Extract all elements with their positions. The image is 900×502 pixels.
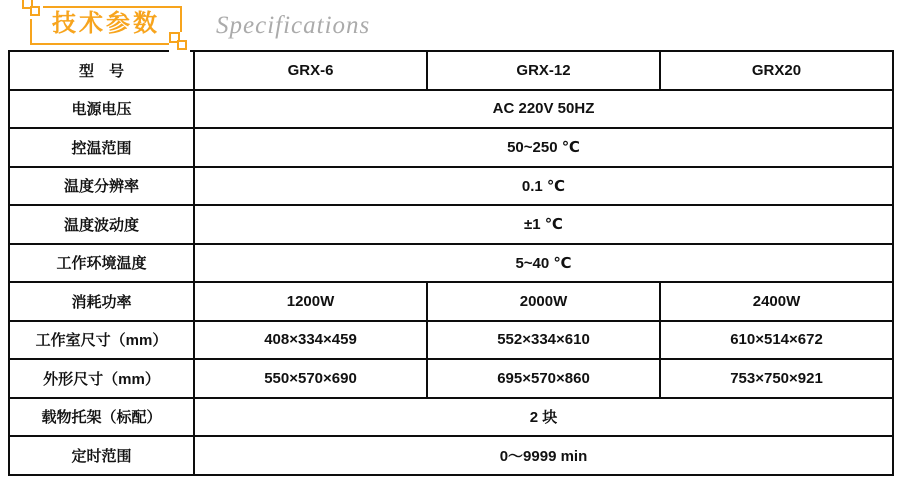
row-label: 温度波动度 — [9, 205, 194, 244]
row-label: 工作环境温度 — [9, 244, 194, 283]
row-value: 5~40 ℃ — [194, 244, 893, 283]
table-row — [9, 90, 893, 129]
row-label: 载物托架（标配） — [9, 398, 194, 437]
row-value: 753×750×921 — [660, 359, 893, 398]
table-row — [9, 128, 893, 167]
row-value: 0〜9999 min — [194, 436, 893, 475]
row-value: AC 220V 50HZ — [194, 90, 893, 129]
row-label: 消耗功率 — [9, 282, 194, 321]
row-label: 工作室尺寸（mm） — [9, 321, 194, 360]
row-value: ±1 ℃ — [194, 205, 893, 244]
column-header-grx12: GRX-12 — [427, 51, 660, 90]
spec-table-body — [9, 90, 893, 475]
table-row — [9, 205, 893, 244]
row-value: 610×514×672 — [660, 321, 893, 360]
corner-ornament-icon — [169, 32, 190, 53]
row-value: 695×570×860 — [427, 359, 660, 398]
row-value: 408×334×459 — [194, 321, 427, 360]
row-label: 外形尺寸（mm） — [9, 359, 194, 398]
column-header-model: 型 号 — [9, 51, 194, 90]
row-value: 2000W — [427, 282, 660, 321]
row-value: 2400W — [660, 282, 893, 321]
table-row — [9, 282, 893, 321]
row-value: 550×570×690 — [194, 359, 427, 398]
table-header-row — [9, 51, 893, 90]
table-row — [9, 398, 893, 437]
row-value: 1200W — [194, 282, 427, 321]
section-title: 技术参数 — [52, 10, 160, 38]
table-row — [9, 167, 893, 206]
table-row — [9, 244, 893, 283]
row-label: 控温范围 — [9, 128, 194, 167]
table-row — [9, 321, 893, 360]
row-label: 电源电压 — [9, 90, 194, 129]
table-row — [9, 436, 893, 475]
corner-ornament-icon — [22, 0, 43, 19]
table-row — [9, 359, 893, 398]
row-label: 温度分辨率 — [9, 167, 194, 206]
row-value: 2 块 — [194, 398, 893, 437]
column-header-grx6: GRX-6 — [194, 51, 427, 90]
page-header — [0, 0, 900, 44]
row-value: 50~250 ℃ — [194, 128, 893, 167]
row-value: 552×334×610 — [427, 321, 660, 360]
row-value: 0.1 ℃ — [194, 167, 893, 206]
column-header-grx20: GRX20 — [660, 51, 893, 90]
section-subtitle: Specifications — [216, 11, 371, 39]
row-label: 定时范围 — [9, 436, 194, 475]
section-title-frame — [30, 6, 182, 44]
specifications-table — [8, 50, 894, 476]
